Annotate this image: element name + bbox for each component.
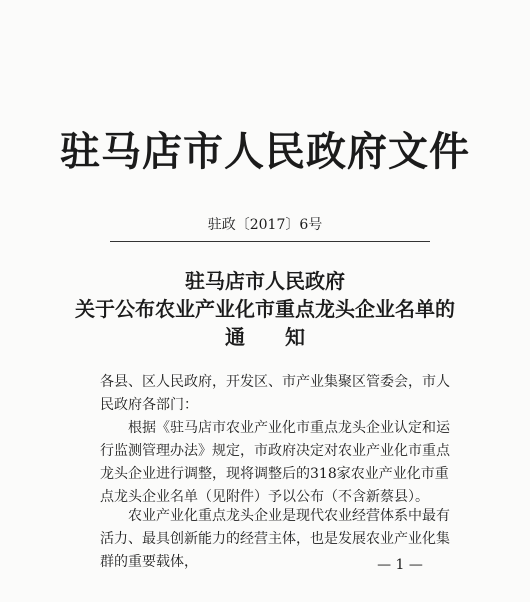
page-number: — 1 — [377, 557, 423, 573]
body-paragraph-2: 农业产业化重点龙头企业是现代农业经营体系中最有活力、最具创新能力的经营主体，也是发展农业产业化集群的重要载体， [100, 508, 450, 570]
document-number: 驻政〔2017〕6号 [207, 217, 323, 233]
notice-title-line-3: 通知 [225, 325, 345, 349]
document-header-title: 驻马店市人民政府文件 [60, 128, 470, 175]
recipients-paragraph: 各县、区人民政府，开发区、市产业集聚区管委会，市人民政府各部门： [100, 374, 450, 413]
notice-title-line-2: 关于公布农业产业化市重点龙头企业名单的 [75, 297, 455, 321]
notice-title-line-1: 驻马店市人民政府 [185, 269, 345, 293]
body-paragraph-1: 根据《驻马店市农业产业化市重点龙头企业认定和运行监测管理办法》规定，市政府决定对农业产业化市重点龙头企业进行调整，现将调整后的318家农业产业化市重点龙头企业名单（见附件）予以公布（不含新蔡县）。 [100, 420, 450, 505]
header-divider [110, 241, 430, 242]
